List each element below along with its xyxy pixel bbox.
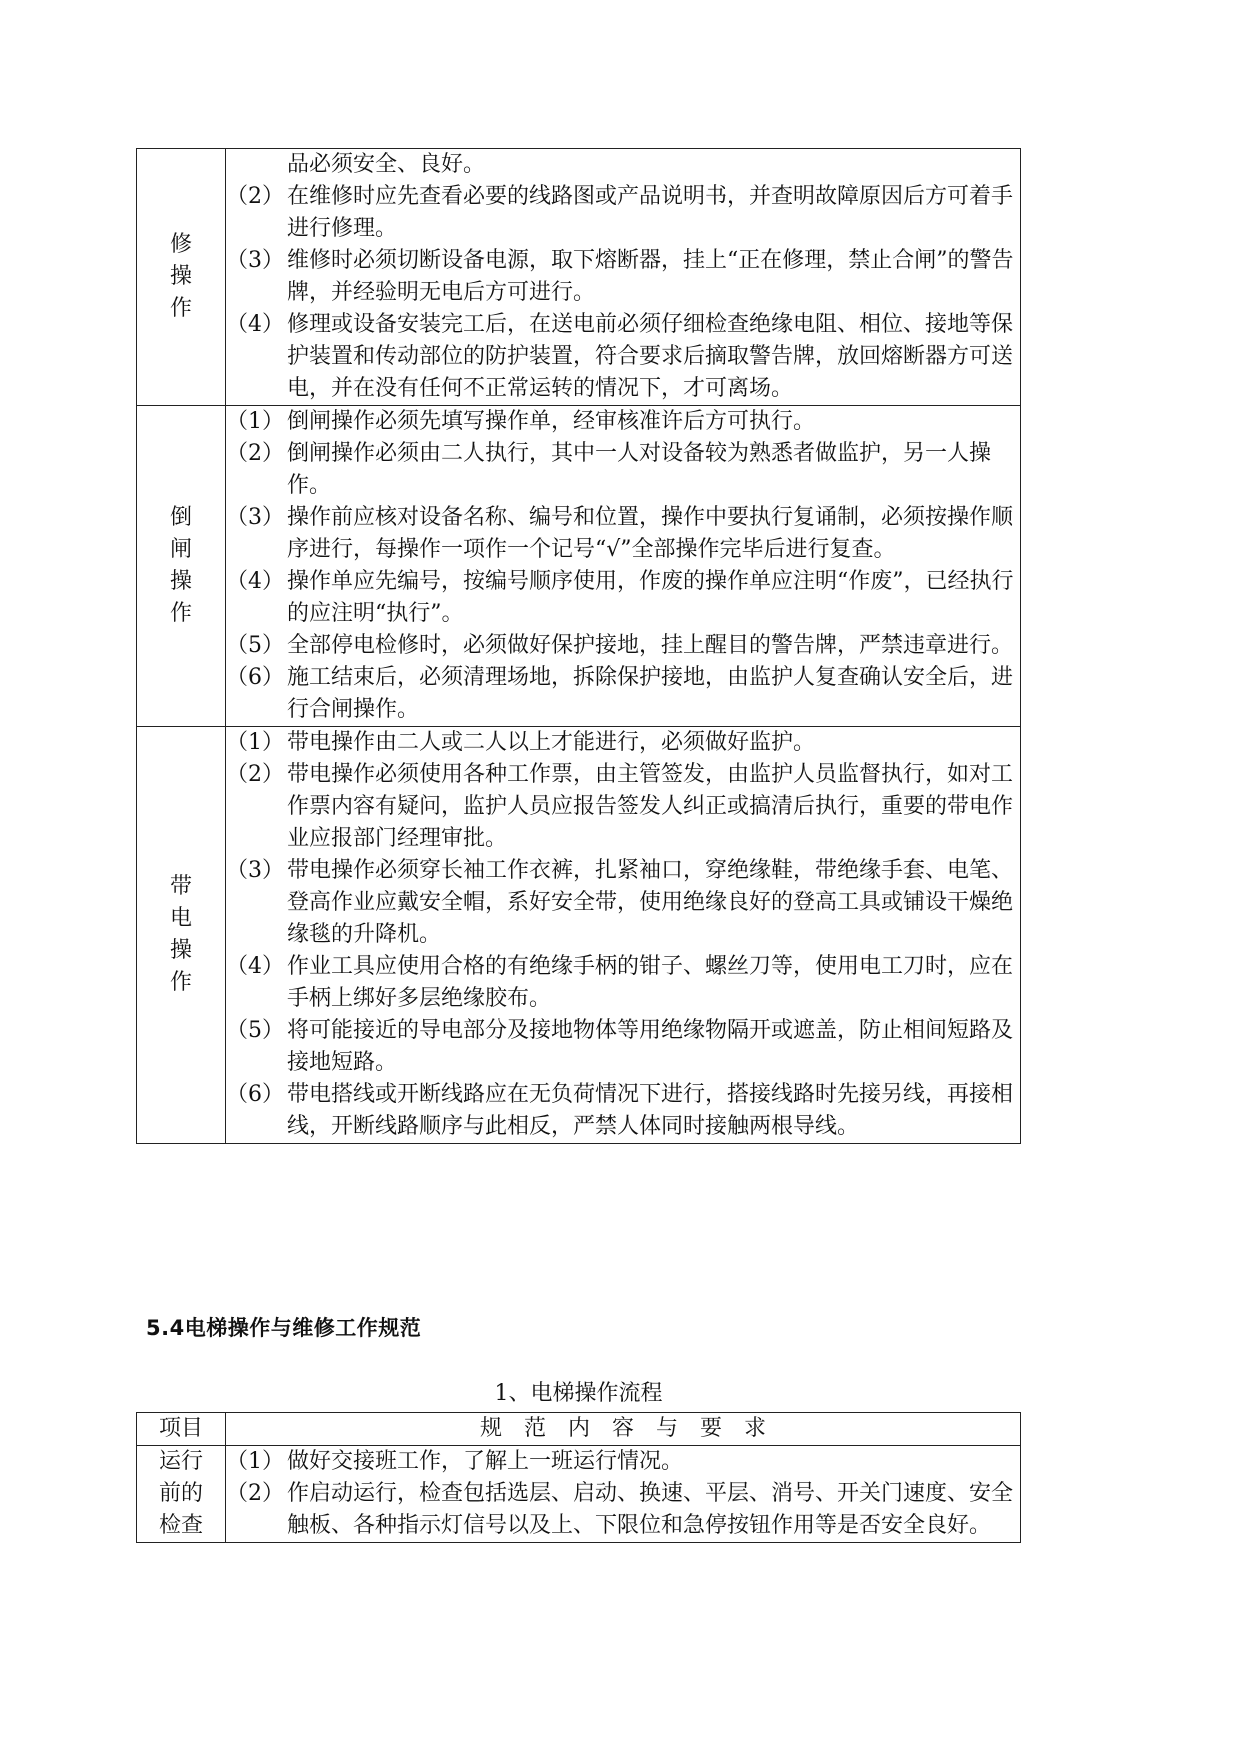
list-item [226, 855, 1020, 951]
elevator-rules-table [136, 1412, 1021, 1543]
table-row [137, 727, 1021, 1144]
category-label: 作 [169, 296, 192, 321]
category-cell [137, 727, 226, 1144]
list-item [226, 245, 1020, 309]
item-text: 作启动运行，检查包括选层、启动、换速、平层、消号、开关门速度、安全触板、各种指示灯信号以及上、下限位和急停按钮作用等是否安全良好。 [287, 1481, 1014, 1538]
list-item [226, 502, 1020, 566]
item-text: 带电操作由二人或二人以上才能进行，必须做好监护。 [287, 730, 816, 755]
category-label: 修 [169, 232, 192, 257]
item-text: 在维修时应先查看必要的线路图或产品说明书，并查明故障原因后方可着手进行修理。 [287, 184, 1014, 241]
list-item [226, 406, 1020, 438]
item-number: （2） [226, 762, 284, 787]
item-number: （2） [226, 1481, 284, 1506]
item-number: （6） [226, 1082, 284, 1107]
table-row [137, 406, 1021, 727]
category-cell [137, 149, 226, 406]
item-number: （3） [226, 505, 284, 530]
category-label: 带 [169, 874, 192, 899]
item-number: （3） [226, 248, 284, 273]
list-item [226, 662, 1020, 726]
list-item [226, 1079, 1020, 1143]
list-item [226, 438, 1020, 502]
item-text: 将可能接近的导电部分及接地物体等用绝缘物隔开或遮盖，防止相间短路及接地短路。 [287, 1018, 1014, 1075]
item-number: （5） [226, 633, 284, 658]
list-item [226, 566, 1020, 630]
item-number: （5） [226, 1018, 284, 1043]
electrical-rules-body [137, 149, 1021, 1144]
category-label: 倒 [169, 505, 192, 530]
section-heading: 5.4电梯操作与维修工作规范 [146, 1316, 422, 1340]
item-number: （2） [226, 184, 284, 209]
category-label: 作 [169, 970, 192, 995]
elevator-rules-body [137, 1446, 1021, 1543]
item-text: 维修时必须切断设备电源，取下熔断器，挂上“正在修理，禁止合闸”的警告牌，并经验明无电后方可进行。 [287, 248, 1014, 305]
list-item [226, 149, 1020, 181]
table-row [137, 1446, 1021, 1543]
item-text: 操作单应先编号，按编号顺序使用，作废的操作单应注明“作废”，已经执行的应注明“执行”。 [287, 569, 1014, 626]
category-label: 操 [169, 569, 192, 594]
list-item [226, 1478, 1020, 1542]
requirements-cell [226, 406, 1021, 727]
item-number: （4） [226, 312, 284, 337]
item-text: 品必须安全、良好。 [287, 152, 486, 177]
item-text: 施工结束后，必须清理场地，拆除保护接地，由监护人复查确认安全后，进行合闸操作。 [287, 665, 1014, 722]
item-text: 带电操作必须穿长袖工作衣裤，扎紧袖口，穿绝缘鞋，带绝缘手套、电笔、登高作业应戴安全帽，系好安全带，使用绝缘良好的登高工具或铺设干燥绝缘毯的升降机。 [287, 858, 1014, 947]
category-label: 操 [169, 938, 192, 963]
item-text: 作业工具应使用合格的有绝缘手柄的钳子、螺丝刀等，使用电工刀时，应在手柄上绑好多层绝缘胶布。 [287, 954, 1014, 1011]
item-number: （4） [226, 569, 284, 594]
item-number: （1） [226, 1449, 284, 1474]
item-text: 带电操作必须使用各种工作票，由主管签发，由监护人员监督执行，如对工作票内容有疑问，监护人员应报告签发人纠正或搞清后执行，重要的带电作业应报部门经理审批。 [287, 762, 1014, 851]
requirements-cell [226, 149, 1021, 406]
table-caption: 1、电梯操作流程 [494, 1381, 663, 1406]
item-text: 带电搭线或开断线路应在无负荷情况下进行，搭接线路时先接另线，再接相线，开断线路顺序与此相反，严禁人体同时接触两根导线。 [287, 1082, 1014, 1139]
list-item [226, 630, 1020, 662]
category-label: 运行 [158, 1449, 203, 1474]
item-number: （1） [226, 409, 284, 434]
header-item: 项目 [137, 1413, 226, 1446]
list-item [226, 727, 1020, 759]
list-item [226, 309, 1020, 405]
category-label: 操 [169, 264, 192, 289]
category-label: 前的 [158, 1481, 203, 1506]
item-text: 修理或设备安装完工后，在送电前必须仔细检查绝缘电阻、相位、接地等保护装置和传动部位的防护装置，符合要求后摘取警告牌，放回熔断器方可送电，并在没有任何不正常运转的情况下，才可离场。 [287, 312, 1014, 401]
item-number: （3） [226, 858, 284, 883]
item-text: 做好交接班工作，了解上一班运行情况。 [287, 1449, 684, 1474]
item-text: 操作前应核对设备名称、编号和位置，操作中要执行复诵制，必须按操作顺序进行，每操作一项作一个记号“√”全部操作完毕后进行复查。 [287, 505, 1014, 562]
item-number: （6） [226, 665, 284, 690]
list-item [226, 181, 1020, 245]
header-requirements: 规范内容与要求 [479, 1416, 788, 1441]
item-text: 倒闸操作必须先填写操作单，经审核准许后方可执行。 [287, 409, 816, 434]
item-number: （4） [226, 954, 284, 979]
category-cell [137, 406, 226, 727]
list-item [226, 1015, 1020, 1079]
table-header-row [137, 1413, 1021, 1446]
item-text: 全部停电检修时，必须做好保护接地，挂上醒目的警告牌，严禁违章进行。 [287, 633, 1014, 658]
list-item [226, 759, 1020, 855]
requirements-cell [226, 727, 1021, 1144]
category-label: 检查 [158, 1513, 203, 1538]
item-number: （1） [226, 730, 284, 755]
list-item [226, 1446, 1020, 1478]
requirements-cell [226, 1446, 1021, 1543]
table-row [137, 149, 1021, 406]
category-label: 电 [169, 906, 192, 931]
list-item [226, 951, 1020, 1015]
category-label: 作 [169, 601, 192, 626]
item-number: （2） [226, 441, 284, 466]
category-cell [137, 1446, 226, 1543]
electrical-rules-table [136, 148, 1021, 1144]
item-text: 倒闸操作必须由二人执行，其中一人对设备较为熟悉者做监护，另一人操作。 [287, 441, 992, 498]
category-label: 闸 [169, 537, 192, 562]
